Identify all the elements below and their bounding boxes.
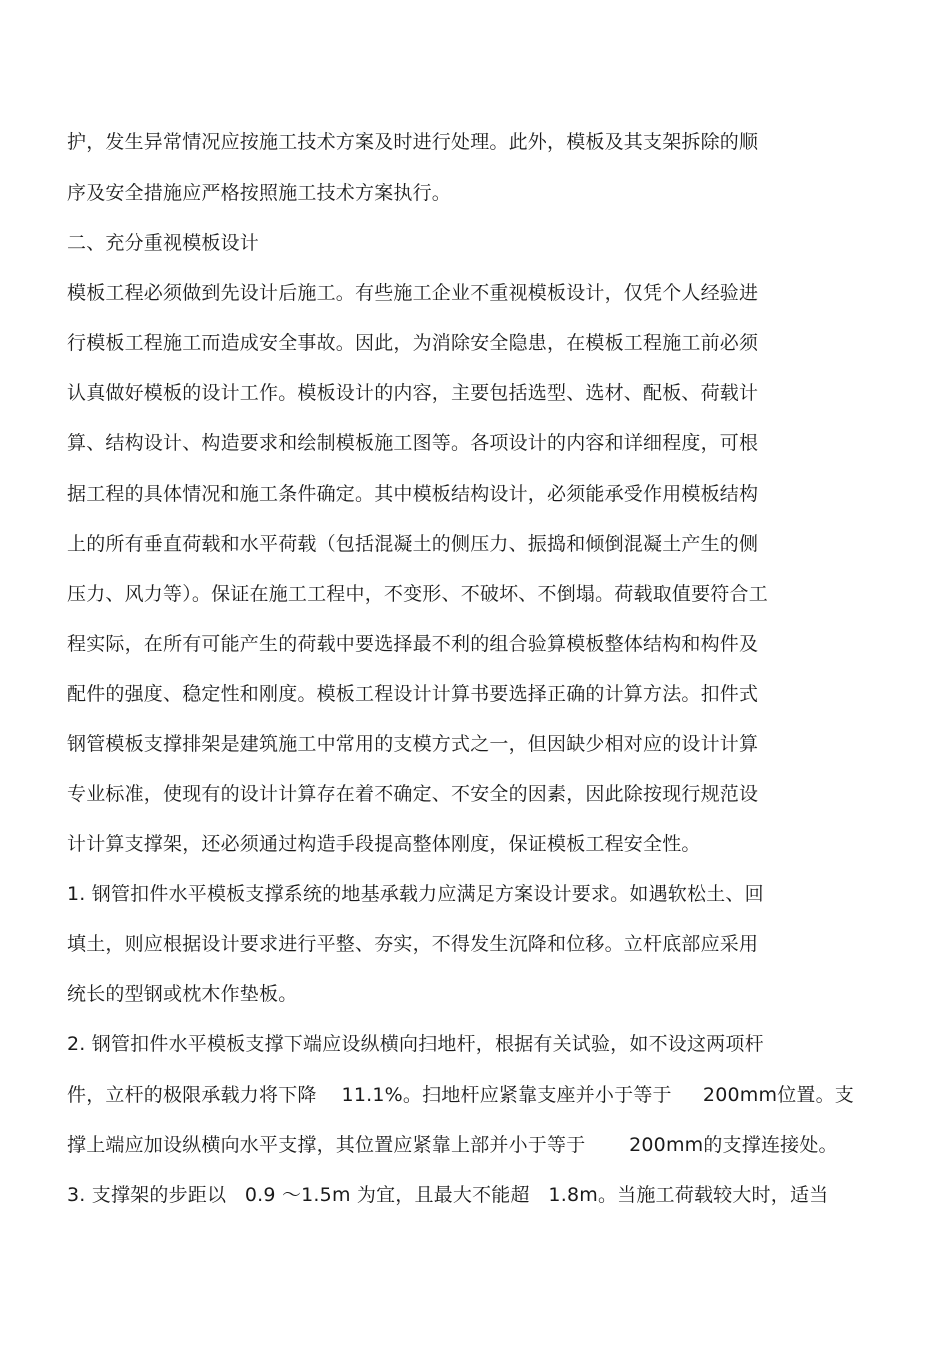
text-line: 统长的型钢或枕木作垫板。 bbox=[67, 983, 298, 1005]
text-line: 计计算支撑架，还必须通过构造手段提高整体刚度，保证模板工程安全性。 bbox=[67, 833, 701, 855]
text-line: 钢管模板支撑排架是建筑施工中常用的支模方式之一，但因缺少相对应的设计计算 bbox=[67, 733, 759, 755]
text-line: 算、结构设计、构造要求和绘制模板施工图等。各项设计的内容和详细程度，可根 bbox=[67, 432, 759, 454]
text-line: 据工程的具体情况和施工条件确定。其中模板结构设计，必须能承受作用模板结构 bbox=[67, 483, 759, 505]
text-line: 模板工程必须做到先设计后施工。有些施工企业不重视模板设计，仅凭个人经验进 bbox=[67, 282, 759, 304]
text-line: 行模板工程施工而造成安全事故。因此，为消除安全隐患，在模板工程施工前必须 bbox=[67, 332, 759, 354]
text-line: 序及安全措施应严格按照施工技术方案执行。 bbox=[67, 182, 452, 204]
text-line: 撑上端应加设纵横向水平支撑，其位置应紧靠上部并小于等于 200mm的支撑连接处。 bbox=[67, 1134, 838, 1156]
list-item-3: 3. 支撑架的步距以 0.9 ～1.5m 为宜，且最大不能超 1.8m。当施工荷载较大时，适当 bbox=[67, 1184, 829, 1206]
list-item-2: 2. 钢管扣件水平模板支撑下端应设纵横向扫地杆，根据有关试验，如不设这两项杆 bbox=[67, 1033, 764, 1055]
list-item-1: 1. 钢管扣件水平模板支撑系统的地基承载力应满足方案设计要求。如遇软松土、回 bbox=[67, 883, 764, 905]
text-line: 程实际，在所有可能产生的荷载中要选择最不利的组合验算模板整体结构和构件及 bbox=[67, 633, 759, 655]
text-line: 填土，则应根据设计要求进行平整、夯实，不得发生沉降和位移。立杆底部应采用 bbox=[67, 933, 759, 955]
text-line: 护，发生异常情况应按施工技术方案及时进行处理。此外，模板及其支架拆除的顺 bbox=[67, 131, 759, 153]
text-line: 配件的强度、稳定性和刚度。模板工程设计计算书要选择正确的计算方法。扣件式 bbox=[67, 683, 759, 705]
text-line: 上的所有垂直荷载和水平荷载（包括混凝土的侧压力、振捣和倾倒混凝土产生的侧 bbox=[67, 533, 759, 555]
text-line: 压力、风力等）。保证在施工工程中，不变形、不破坏、不倒塌。荷载取值要符合工 bbox=[67, 583, 768, 605]
section-heading: 二、充分重视模板设计 bbox=[67, 232, 260, 254]
text-line: 件，立杆的极限承载力将下降 11.1%。扫地杆应紧靠支座并小于等于 200mm位置。支 bbox=[67, 1084, 854, 1106]
text-line: 专业标准，使现有的设计计算存在着不确定、不安全的因素，因此除按现行规范设 bbox=[67, 783, 759, 805]
text-line: 认真做好模板的设计工作。模板设计的内容，主要包括选型、选材、配板、荷载计 bbox=[67, 382, 759, 404]
